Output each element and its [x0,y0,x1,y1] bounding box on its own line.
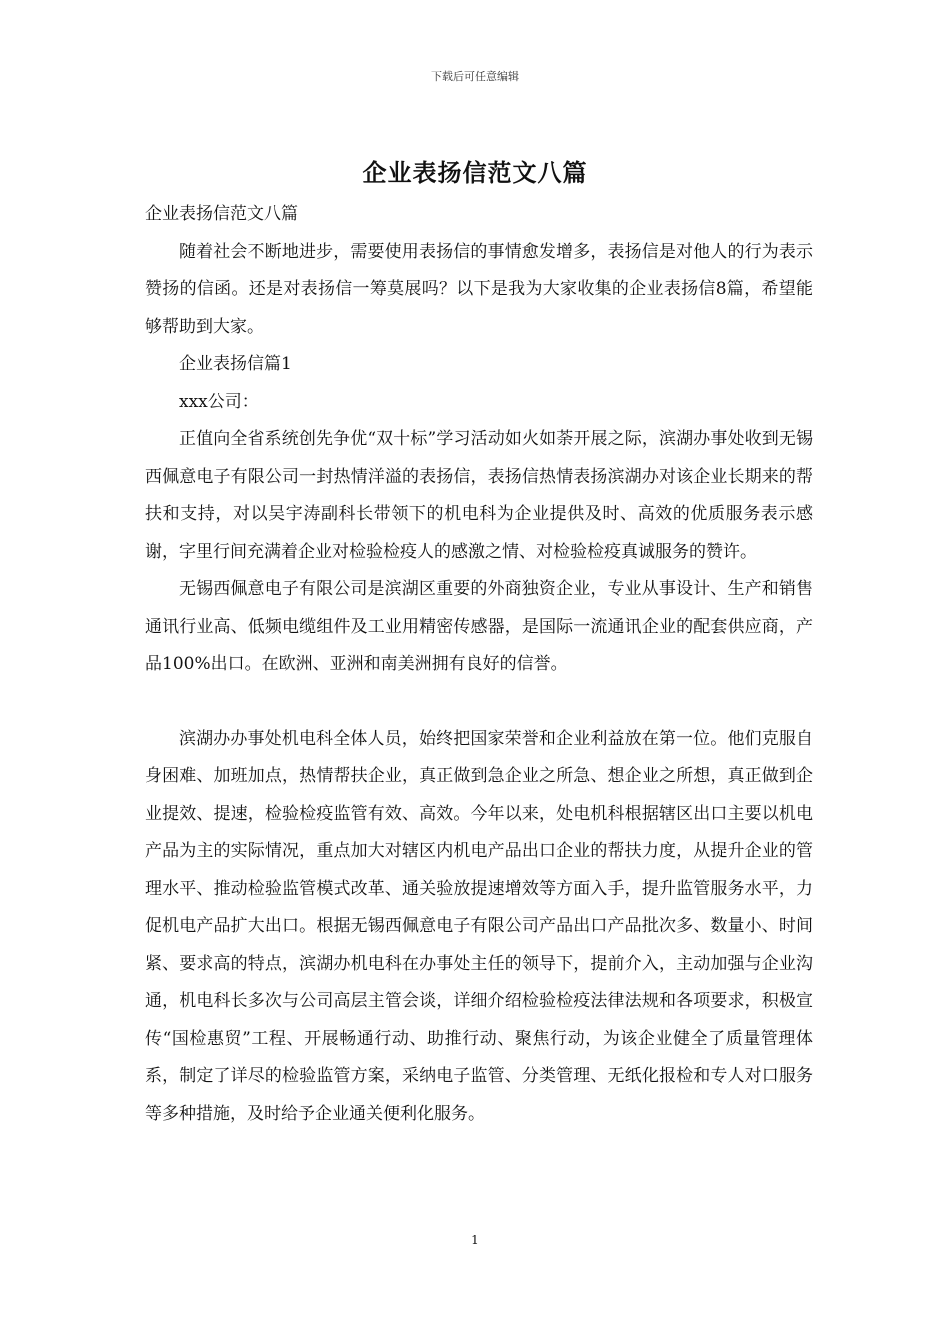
paragraph-gap [145,684,813,721]
salutation: xxx公司： [179,391,259,412]
paragraph-body-2: 无锡西佩意电子有限公司是滨湖区重要的外商独资企业，专业从事设计、生产和销售通讯行业高、低频电缆组件及工业用精密传感器，是国际一流通讯企业的配套供应商，产品100%出口。在欧洲、亚洲和南美洲拥有良好的信誉。 [145,579,813,674]
document-body [145,196,813,1133]
paragraph-body-3: 滨湖办办事处机电科全体人员，始终把国家荣誉和企业利益放在第一位。他们克服自身困难、加班加点，热情帮扶企业，真正做到急企业之所急、想企业之所想，真正做到企业提效、提速，检验检疫监管有效、高效。今年以来，处电机科根据辖区出口主要以机电产品为主的实际情况，重点加大对辖区内机电产品出口企业的帮扶力度，从提升企业的管理水平、推动检验监管模式改革、通关验放提速增效等方面入手，提升监管服务水平，力促机电产品扩大出口。根据无锡西佩意电子有限公司产品出口产品批次多、数量小、时间紧、要求高的特点，滨湖办机电科在办事处主任的领导下，提前介入，主动加强与企业沟通，机电科长多次与公司高层主管会谈，详细介绍检验检疫法律法规和各项要求，积极宣传“国检惠贸”工程、开展畅通行动、助推行动、聚焦行动，为该企业健全了质量管理体系，制定了详尽的检验监管方案，采纳电子监管、分类管理、无纸化报检和专人对口服务等多种措施，及时给予企业通关便利化服务。 [145,728,813,1124]
page-number: 1 [471,1233,479,1247]
header-note: 下载后可任意编辑 [431,70,519,83]
document-subtitle: 企业表扬信范文八篇 [145,204,298,224]
paragraph-body-1: 正值向全省系统创先争优“双十标”学习活动如火如荼开展之际，滨湖办事处收到无锡西佩意电子有限公司一封热情洋溢的表扬信，表扬信热情表扬滨湖办对该企业长期来的帮扶和支持，对以吴宇涛副科长带领下的机电科为企业提供及时、高效的优质服务表示感谢，字里行间充满着企业对检验检疫人的感激之情、对检验检疫真诚服务的赞许。 [145,429,813,562]
document-title: 企业表扬信范文八篇 [362,158,588,187]
section-heading: 企业表扬信篇1 [179,354,292,374]
paragraph-intro: 随着社会不断地进步，需要使用表扬信的事情愈发增多，表扬信是对他人的行为表示赞扬的信函。还是对表扬信一筹莫展吗？以下是我为大家收集的企业表扬信8篇，希望能够帮助到大家。 [145,241,813,337]
